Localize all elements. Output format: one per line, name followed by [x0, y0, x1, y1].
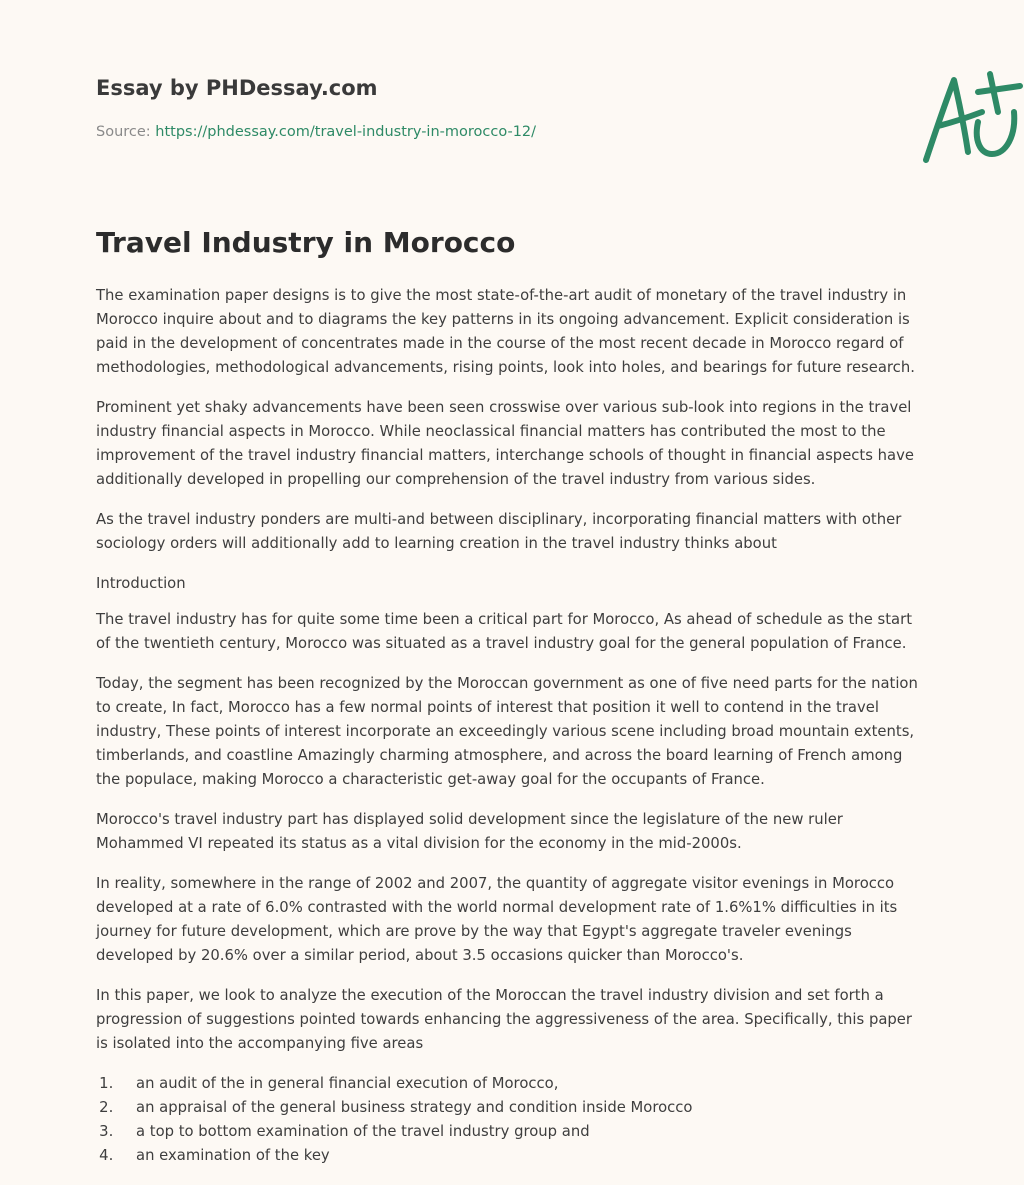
paragraph: In this paper, we look to analyze the execution of the Moroccan the travel industry division and set forth a progression of suggestions pointed towards enhancing the aggressiveness of the area. Specifically, this paper is isolated into the accompanying five areas: [96, 987, 912, 1052]
source-link[interactable]: https://phdessay.com/travel-industry-in-morocco-12/: [155, 124, 537, 140]
paragraph: In reality, somewhere in the range of 2002 and 2007, the quantity of aggregate visitor evenings in Morocco developed at a rate of 6.0% contrasted with the world normal development rate of 1.6%1% difficulties in its journey for future development, which are prove by the way that Egypt's aggregate traveler evenings developed by 20.6% over a similar period, about 3.5 occasions quicker than Morocco's.: [96, 875, 898, 964]
list-item: 2. an appraisal of the general business strategy and condition inside Morocco: [118, 1096, 928, 1120]
list-item: 1. an audit of the in general financial execution of Morocco,: [118, 1072, 928, 1096]
source-line: [96, 124, 536, 140]
list-item: 3. a top to bottom examination of the travel industry group and: [118, 1120, 928, 1144]
document-title: Travel Industry in Morocco: [96, 226, 516, 259]
paragraph: The examination paper designs is to give the most state-of-the-art audit of monetary of the travel industry in Morocco inquire about and to diagrams the key patterns in its ongoing advancement. Explicit consideration is paid in the development of concentrates made in the course of the most recent decade in Morocco regard of methodologies, methodological advancements, rising points, look into holes, and bearings for future research.: [96, 287, 915, 376]
essay-body: [96, 284, 928, 1168]
paragraph: The travel industry has for quite some time been a critical part for Morocco, As ahead of schedule as the start of the twentieth century, Morocco was situated as a travel industry goal for the general population of France.: [96, 611, 913, 652]
paragraph: Morocco's travel industry part has displayed solid development since the legislature of the new ruler Mohammed VI repeated its status as a vital division for the economy in the mid-2000s.: [96, 811, 843, 852]
a-plus-grade-icon: [916, 66, 1024, 166]
numbered-list: [96, 1072, 928, 1168]
site-title: Essay by PHDessay.com: [96, 76, 378, 100]
source-label: Source:: [96, 124, 151, 140]
section-heading: Introduction: [96, 575, 186, 592]
paragraph: Prominent yet shaky advancements have been seen crosswise over various sub-look into regions in the travel industry financial aspects in Morocco. While neoclassical financial matters has contributed the most to the improvement of the travel industry financial matters, interchange schools of thought in financial aspects have additionally developed in propelling our comprehension of the travel industry from various sides.: [96, 399, 914, 488]
list-item: 4. an examination of the key: [118, 1144, 928, 1168]
paragraph: Today, the segment has been recognized by the Moroccan government as one of five need parts for the nation to create, In fact, Morocco has a few normal points of interest that position it well to contend in the travel industry, These points of interest incorporate an exceedingly various scene including broad mountain extents, timberlands, and coastline Amazingly charming atmosphere, and across the board learning of French among the populace, making Morocco a characteristic get-away goal for the occupants of France.: [96, 675, 918, 788]
paragraph: As the travel industry ponders are multi-and between disciplinary, incorporating financial matters with other sociology orders will additionally add to learning creation in the travel industry thinks about: [96, 511, 902, 552]
